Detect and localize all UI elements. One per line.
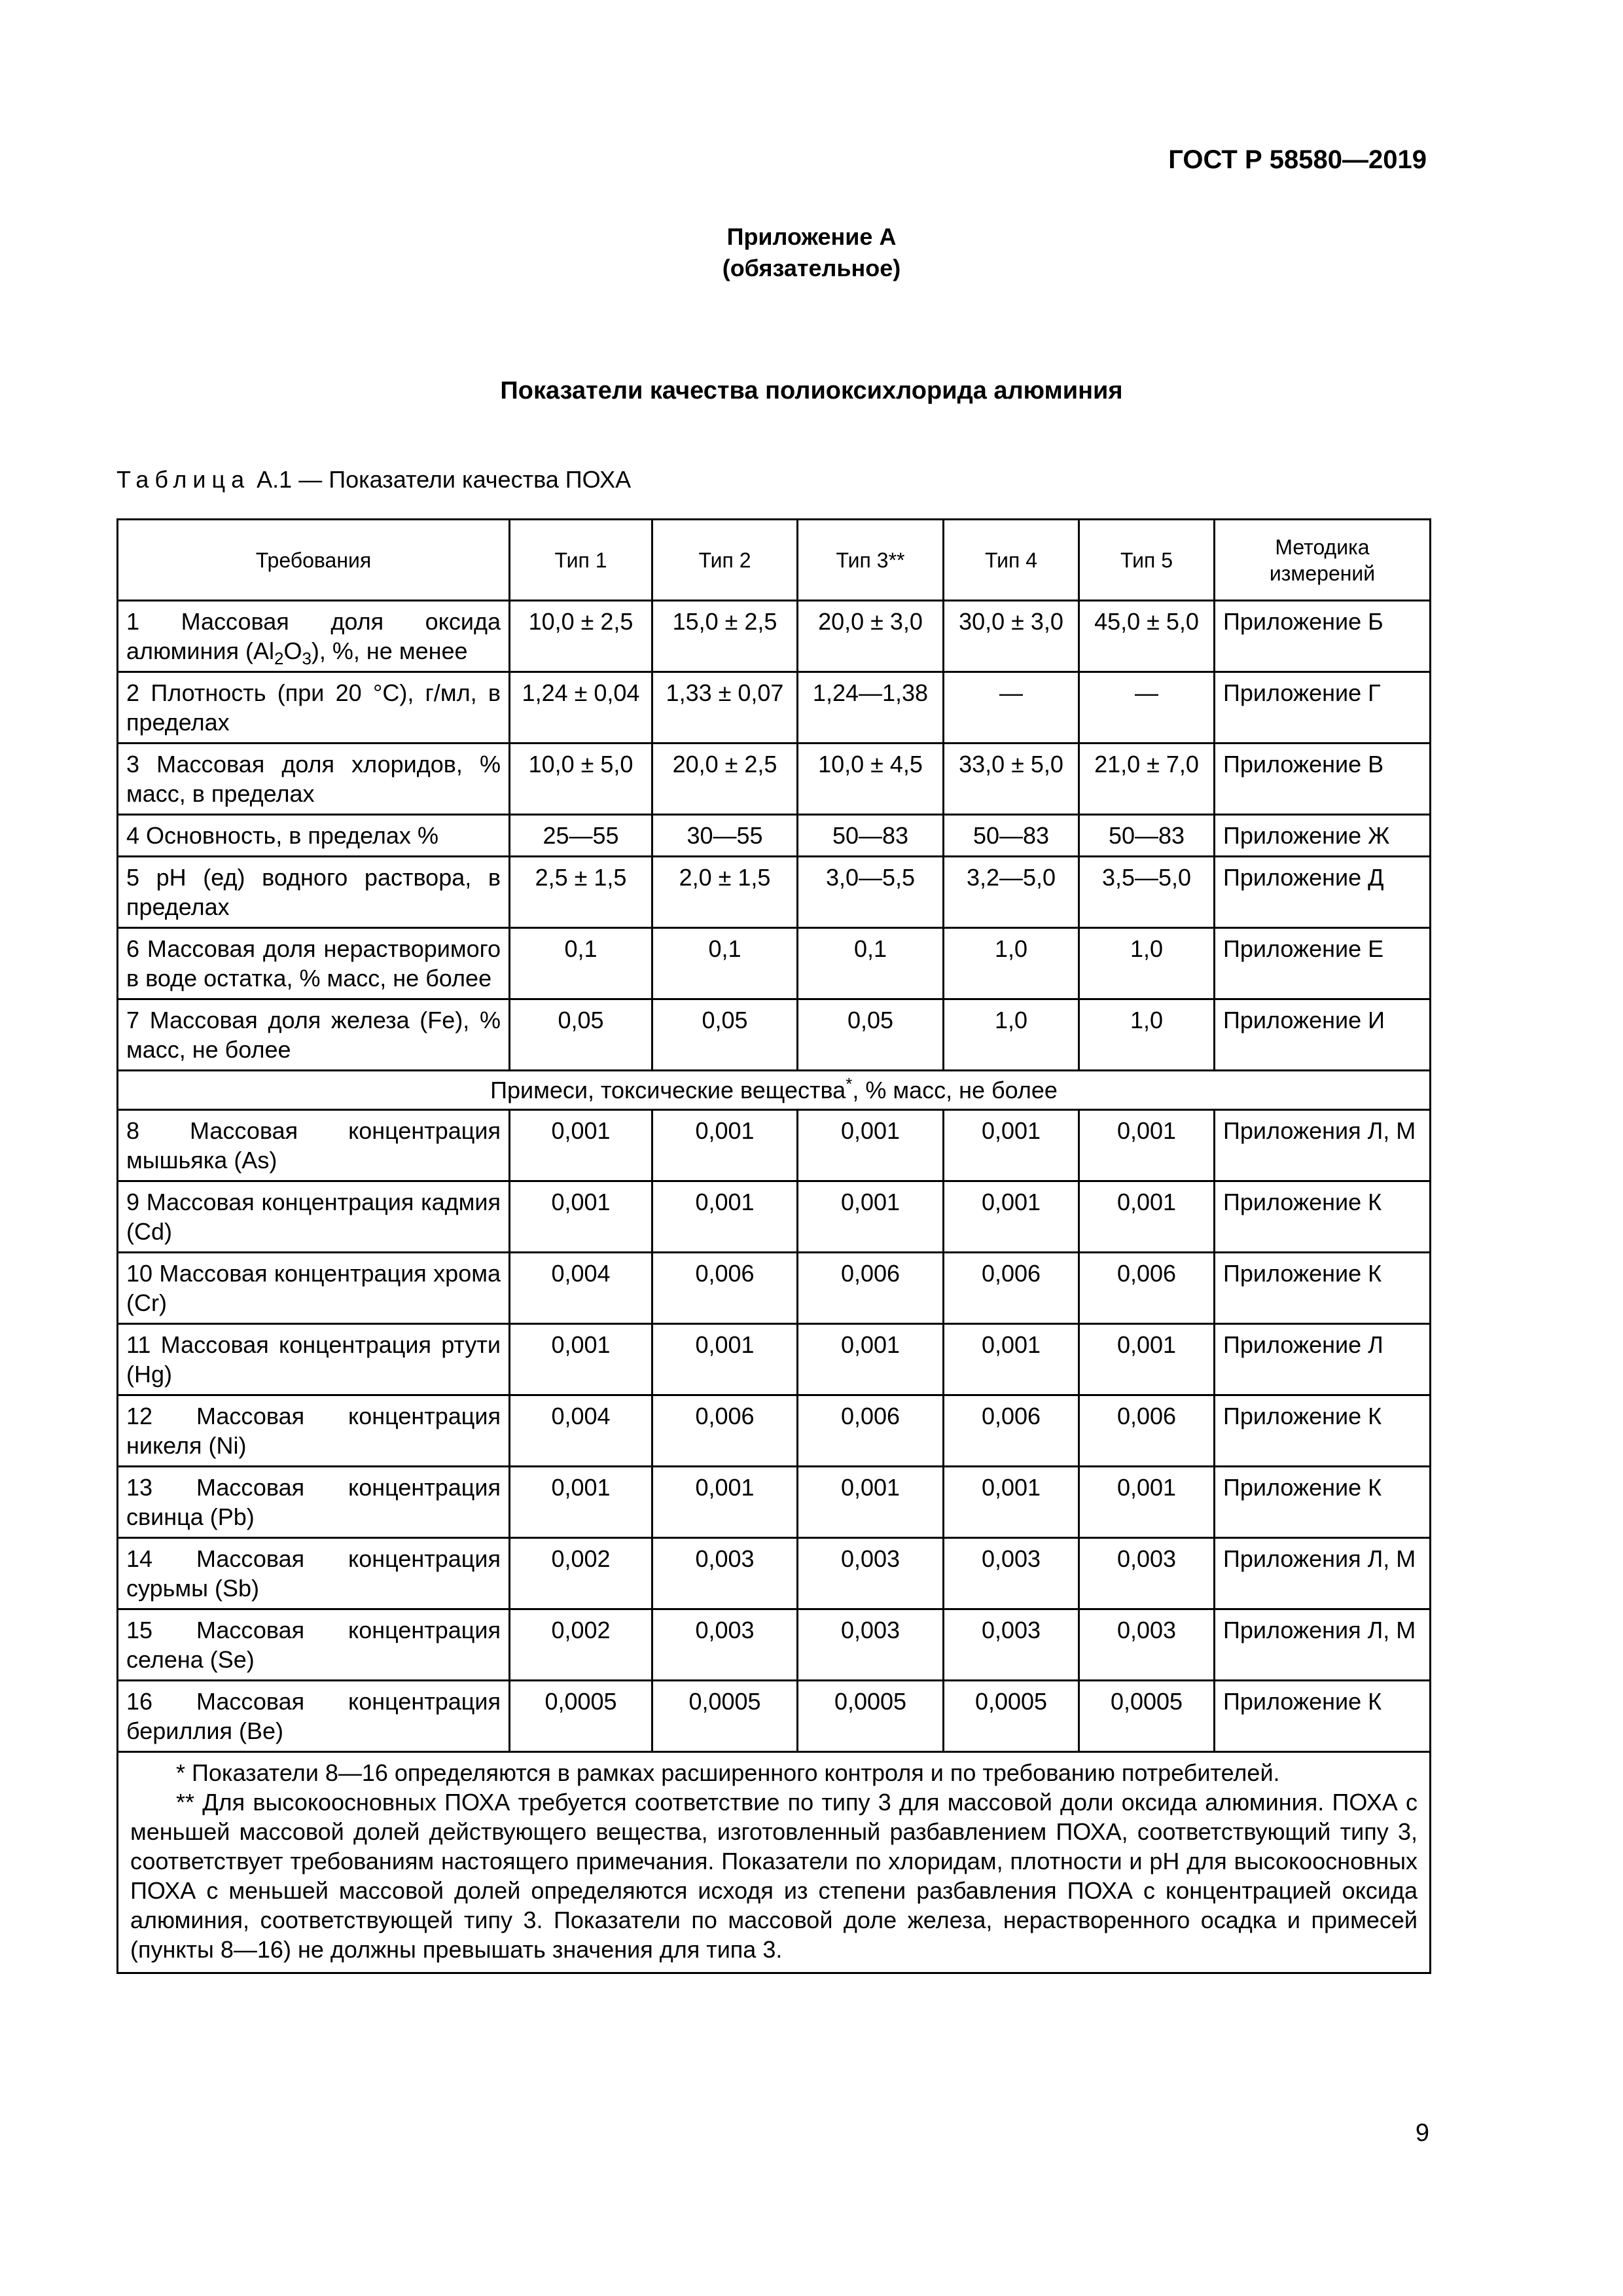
type-1-value: 0,004	[510, 1253, 652, 1324]
table-caption-label: Таблица	[116, 466, 251, 493]
requirement-cell: 2 Плотность (при 20 °С), г/мл, в пределах	[118, 672, 510, 744]
note-1: * Показатели 8—16 определяются в рамках расширенного контроля и по требованию потребителей.	[176, 1759, 1280, 1786]
type-3-value: 0,05	[798, 999, 944, 1071]
type-4-value: 0,003	[944, 1538, 1079, 1609]
header-cell: Тип 3**	[798, 520, 944, 601]
requirement-cell: 5 pH (ед) водного раствора, в пределах	[118, 857, 510, 928]
requirement-cell: 16 Массовая концентрация бериллия (Be)	[118, 1681, 510, 1752]
table-row	[118, 928, 1431, 999]
requirement-cell: 14 Массовая концентрация сурьмы (Sb)	[118, 1538, 510, 1609]
header-cell: Требования	[118, 520, 510, 601]
table-row	[118, 1609, 1431, 1681]
method-cell: Приложение Л	[1215, 1324, 1431, 1395]
type-1-value: 0,001	[510, 1324, 652, 1395]
type-1-value: 1,24 ± 0,04	[510, 672, 652, 744]
type-5-value: 0,001	[1079, 1110, 1215, 1181]
requirement-cell: 8 Массовая концентрация мышьяка (As)	[118, 1110, 510, 1181]
type-4-value: 0,003	[944, 1609, 1079, 1681]
requirement-cell: 12 Массовая концентрация никеля (Ni)	[118, 1395, 510, 1467]
method-cell: Приложение И	[1215, 999, 1431, 1071]
type-3-value: 0,001	[798, 1110, 944, 1181]
type-5-value: 0,001	[1079, 1467, 1215, 1538]
type-5-value: 0,003	[1079, 1609, 1215, 1681]
type-1-value: 10,0 ± 2,5	[510, 601, 652, 672]
type-4-value: 1,0	[944, 999, 1079, 1071]
table-row	[118, 601, 1431, 672]
type-3-value: 3,0—5,5	[798, 857, 944, 928]
requirement-cell: 15 Массовая концентрация селена (Se)	[118, 1609, 510, 1681]
table-row	[118, 1253, 1431, 1324]
type-1-value: 0,001	[510, 1181, 652, 1253]
type-3-value: 0,003	[798, 1538, 944, 1609]
type-3-value: 0,001	[798, 1324, 944, 1395]
method-cell: Приложение Ж	[1215, 815, 1431, 857]
method-cell: Приложения Л, М	[1215, 1538, 1431, 1609]
appendix-status: (обязательное)	[722, 255, 901, 281]
type-3-value: 0,001	[798, 1181, 944, 1253]
section-label	[118, 1071, 1431, 1110]
method-cell: Приложение Б	[1215, 601, 1431, 672]
type-2-value: 1,33 ± 0,07	[652, 672, 798, 744]
table-header-row	[118, 520, 1431, 601]
requirement-cell: 6 Массовая доля нерастворимого в воде остатка, % масс, не более	[118, 928, 510, 999]
method-cell: Приложение К	[1215, 1681, 1431, 1752]
page-number: 9	[1415, 2119, 1429, 2147]
type-4-value: 0,001	[944, 1467, 1079, 1538]
requirement-cell: 11 Массовая концентрация ртути (Hg)	[118, 1324, 510, 1395]
type-3-value: 0,003	[798, 1609, 944, 1681]
type-3-value: 0,0005	[798, 1681, 944, 1752]
table-row	[118, 815, 1431, 857]
table-row	[118, 1181, 1431, 1253]
requirement-cell: 10 Массовая концентрация хрома (Cr)	[118, 1253, 510, 1324]
note-2: ** Для высокоосновных ПОХА требуется соответствие по типу 3 для массовой доли оксида алюминия. ПОХА с меньшей массовой долей действующего вещества, изготовленный разбавлением ПОХА, соответствующий типу 3, соответствует требованиям настоящего примечания. Показатели по хлоридам, плотности и pH для высокоосновных ПОХА с меньшей массовой долей определяются исходя из степени разбавления ПОХА с концентрацией оксида алюминия, соответствующей типу 3. Показатели по массовой доле железа, нерастворенного осадка и примесей (пункты 8—16) не должны превышать значения для типа 3.	[130, 1789, 1418, 1963]
type-2-value: 15,0 ± 2,5	[652, 601, 798, 672]
type-1-value: 0,1	[510, 928, 652, 999]
type-1-value: 0,004	[510, 1395, 652, 1467]
type-2-value: 0,0005	[652, 1681, 798, 1752]
type-4-value: 0,006	[944, 1253, 1079, 1324]
type-2-value: 0,001	[652, 1324, 798, 1395]
table-row	[118, 1681, 1431, 1752]
appendix-title: Приложение А	[726, 223, 897, 250]
method-cell: Приложение Е	[1215, 928, 1431, 999]
type-2-value: 30—55	[652, 815, 798, 857]
requirement-cell: 13 Массовая концентрация свинца (Pb)	[118, 1467, 510, 1538]
type-1-value: 0,002	[510, 1609, 652, 1681]
type-3-value: 0,1	[798, 928, 944, 999]
type-5-value: —	[1079, 672, 1215, 744]
table-caption-text: А.1 — Показатели качества ПОХА	[257, 466, 632, 493]
type-5-value: 0,001	[1079, 1181, 1215, 1253]
type-3-value: 0,001	[798, 1467, 944, 1538]
table-row	[118, 857, 1431, 928]
type-2-value: 0,001	[652, 1467, 798, 1538]
type-4-value: 50—83	[944, 815, 1079, 857]
table-row	[118, 672, 1431, 744]
type-4-value: 3,2—5,0	[944, 857, 1079, 928]
type-1-value: 25—55	[510, 815, 652, 857]
method-cell: Приложение В	[1215, 744, 1431, 815]
type-3-value: 10,0 ± 4,5	[798, 744, 944, 815]
type-4-value: 0,001	[944, 1324, 1079, 1395]
table-row	[118, 744, 1431, 815]
type-5-value: 0,006	[1079, 1395, 1215, 1467]
type-4-value: 30,0 ± 3,0	[944, 601, 1079, 672]
type-4-value: 0,001	[944, 1181, 1079, 1253]
type-5-value: 50—83	[1079, 815, 1215, 857]
type-2-value: 2,0 ± 1,5	[652, 857, 798, 928]
table-caption	[116, 466, 631, 493]
type-4-value: 0,001	[944, 1110, 1079, 1181]
quality-table	[116, 518, 1431, 1974]
type-5-value: 0,001	[1079, 1324, 1215, 1395]
table-row	[118, 1110, 1431, 1181]
requirement-cell: 4 Основность, в пределах %	[118, 815, 510, 857]
method-cell: Приложения Л, М	[1215, 1609, 1431, 1681]
table-row	[118, 1538, 1431, 1609]
type-3-value: 1,24—1,38	[798, 672, 944, 744]
method-cell: Приложение К	[1215, 1395, 1431, 1467]
type-2-value: 0,003	[652, 1538, 798, 1609]
table-row	[118, 1395, 1431, 1467]
type-5-value: 1,0	[1079, 999, 1215, 1071]
appendix-heading	[0, 221, 1623, 284]
header-cell: Тип 1	[510, 520, 652, 601]
type-4-value: 0,0005	[944, 1681, 1079, 1752]
type-5-value: 0,003	[1079, 1538, 1215, 1609]
type-2-value: 0,006	[652, 1395, 798, 1467]
header-cell: Тип 4	[944, 520, 1079, 601]
method-cell: Приложение К	[1215, 1253, 1431, 1324]
type-4-value: 0,006	[944, 1395, 1079, 1467]
requirement-cell: 9 Массовая концентрация кадмия (Cd)	[118, 1181, 510, 1253]
type-5-value: 0,006	[1079, 1253, 1215, 1324]
type-3-value: 0,006	[798, 1253, 944, 1324]
page-title: Показатели качества полиоксихлорида алюминия	[500, 377, 1123, 404]
type-2-value: 0,05	[652, 999, 798, 1071]
type-3-value: 50—83	[798, 815, 944, 857]
type-1-value: 0,05	[510, 999, 652, 1071]
requirement-cell: 7 Массовая доля железа (Fe), % масс, не более	[118, 999, 510, 1071]
type-2-value: 0,001	[652, 1110, 798, 1181]
type-2-value: 0,003	[652, 1609, 798, 1681]
header-cell: Тип 5	[1079, 520, 1215, 601]
type-5-value: 21,0 ± 7,0	[1079, 744, 1215, 815]
type-5-value: 0,0005	[1079, 1681, 1215, 1752]
table-notes	[118, 1752, 1431, 1973]
method-cell: Приложение Д	[1215, 857, 1431, 928]
method-cell: Приложение Г	[1215, 672, 1431, 744]
type-4-value: 33,0 ± 5,0	[944, 744, 1079, 815]
type-3-value: 0,006	[798, 1395, 944, 1467]
method-cell: Приложение К	[1215, 1181, 1431, 1253]
section-label-text: Примеси, токсические вещества	[490, 1077, 846, 1103]
type-3-value: 20,0 ± 3,0	[798, 601, 944, 672]
type-2-value: 0,006	[652, 1253, 798, 1324]
type-5-value: 1,0	[1079, 928, 1215, 999]
table-row	[118, 999, 1431, 1071]
header-cell: Тип 2	[652, 520, 798, 601]
type-1-value: 0,0005	[510, 1681, 652, 1752]
requirement-cell: 3 Массовая доля хлоридов, % масс, в пределах	[118, 744, 510, 815]
type-1-value: 2,5 ± 1,5	[510, 857, 652, 928]
type-1-value: 0,001	[510, 1467, 652, 1538]
type-1-value: 0,001	[510, 1110, 652, 1181]
type-2-value: 0,1	[652, 928, 798, 999]
header-cell: Методика измерений	[1215, 520, 1431, 601]
type-5-value: 3,5—5,0	[1079, 857, 1215, 928]
footnote-mark: *	[846, 1074, 853, 1094]
type-2-value: 20,0 ± 2,5	[652, 744, 798, 815]
method-cell: Приложение К	[1215, 1467, 1431, 1538]
notes-row	[118, 1752, 1431, 1973]
type-4-value: —	[944, 672, 1079, 744]
type-4-value: 1,0	[944, 928, 1079, 999]
requirement-cell: 1 Массовая доля оксида алюминия $(Al_2O_3)$, %, не менее	[118, 601, 510, 672]
type-1-value: 0,002	[510, 1538, 652, 1609]
section-label-text: , % масс, не более	[852, 1077, 1058, 1103]
type-2-value: 0,001	[652, 1181, 798, 1253]
table-row	[118, 1324, 1431, 1395]
section-row	[118, 1071, 1431, 1110]
standard-number: ГОСТ Р 58580—2019	[1168, 145, 1427, 174]
table-row	[118, 1467, 1431, 1538]
type-5-value: 45,0 ± 5,0	[1079, 601, 1215, 672]
method-cell: Приложения Л, М	[1215, 1110, 1431, 1181]
type-1-value: 10,0 ± 5,0	[510, 744, 652, 815]
